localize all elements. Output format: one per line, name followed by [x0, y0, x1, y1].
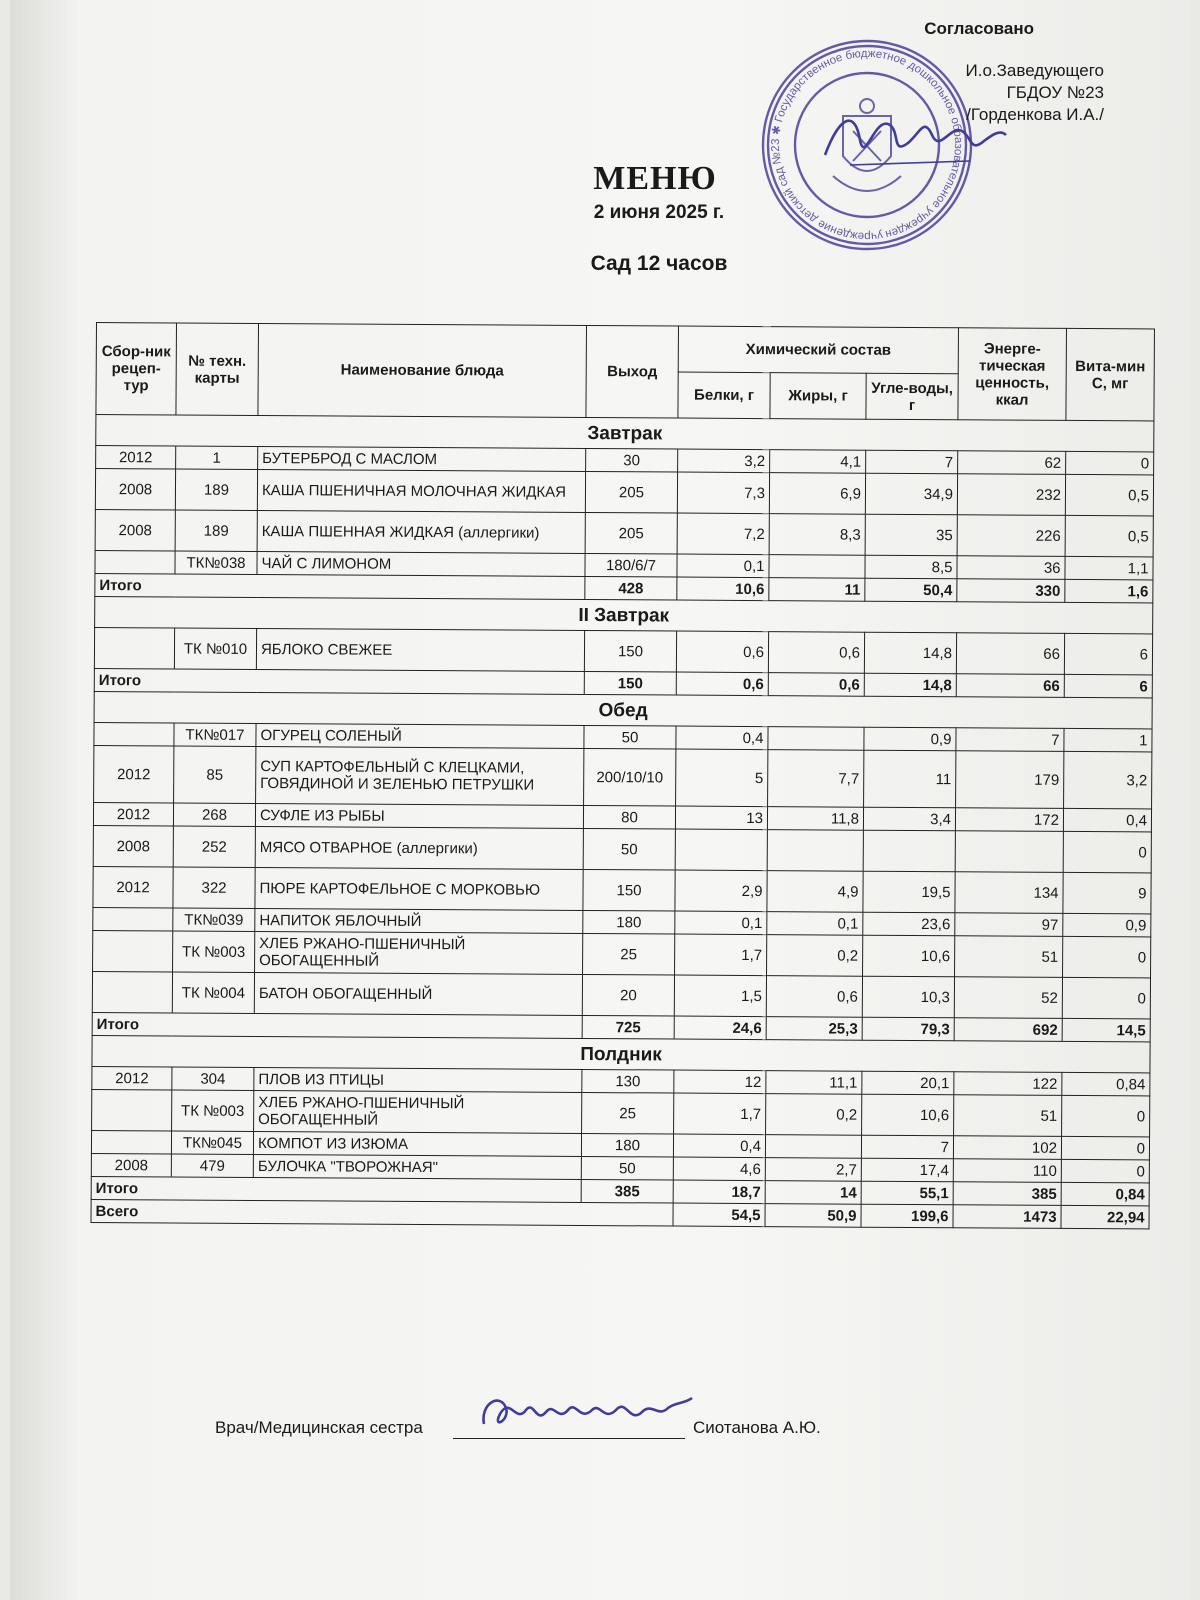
total-output: 385 — [581, 1179, 673, 1203]
cell-name: БАТОН ОБОГАЩЕННЫЙ — [254, 972, 582, 1015]
total-fat: 25,3 — [766, 1017, 862, 1041]
cell-card: ТК №003 — [173, 931, 255, 973]
table-row — [93, 930, 1151, 977]
table-row — [95, 509, 1153, 556]
cell-card: ТК№039 — [173, 908, 255, 932]
cell-fat — [765, 1135, 861, 1159]
cell-protein: 5 — [676, 749, 768, 807]
cell-energy: 7 — [956, 728, 1064, 752]
cell-carbs: 10,6 — [863, 935, 955, 977]
cell-vitamin: 1,1 — [1065, 556, 1153, 580]
cell-output: 80 — [583, 805, 675, 829]
cell-protein: 1,5 — [674, 975, 766, 1017]
cell-name: ПЮРЕ КАРТОФЕЛЬНОЕ С МОРКОВЬЮ — [255, 867, 583, 910]
cell-energy: 122 — [954, 1072, 1062, 1096]
cell-card: 252 — [173, 826, 255, 868]
header-protein: Белки, г — [678, 372, 770, 419]
header-fat: Жиры, г — [770, 373, 866, 420]
cell-energy: 52 — [954, 977, 1062, 1019]
total-carbs: 14,8 — [864, 673, 956, 697]
header-output: Выход — [586, 325, 679, 418]
signature-footer — [215, 1408, 975, 1448]
cell-carbs: 8,5 — [865, 555, 957, 579]
cell-fat: 4,1 — [770, 450, 866, 474]
cell-carbs: 3,4 — [863, 807, 955, 831]
cell-card: 304 — [172, 1067, 254, 1091]
cell-fat: 0,2 — [767, 935, 863, 977]
cell-carbs: 34,9 — [865, 473, 957, 515]
cell-card: ТК №010 — [174, 628, 256, 670]
menu-date: 2 июня 2025 г. — [593, 202, 725, 223]
cell-output: 25 — [582, 1092, 674, 1134]
cell-collection — [93, 930, 173, 971]
table-row — [94, 745, 1152, 808]
cell-output: 180 — [581, 1133, 673, 1157]
cell-carbs: 0,9 — [864, 727, 956, 751]
cell-card: ТК№045 — [171, 1131, 253, 1155]
cell-fat: 4,9 — [767, 871, 863, 913]
cell-protein — [675, 829, 767, 871]
cell-protein: 7,3 — [677, 472, 769, 514]
cell-card: ТК №003 — [172, 1090, 254, 1132]
cell-protein: 0,4 — [676, 726, 768, 750]
cell-protein: 3,2 — [678, 449, 770, 473]
cell-carbs: 23,6 — [863, 912, 955, 936]
cell-vitamin: 0 — [1062, 1095, 1150, 1137]
total-label: Итого — [92, 1012, 582, 1038]
cell-energy: 36 — [957, 556, 1065, 580]
cell-collection: 2012 — [93, 866, 173, 907]
title-block — [10, 160, 1190, 276]
approval-block — [924, 18, 1104, 126]
total-protein: 18,7 — [673, 1180, 765, 1204]
header-carbs: Угле-воды, г — [866, 373, 958, 420]
cell-name: ХЛЕБ РЖАНО-ПШЕНИЧНЫЙ ОБОГАЩЕННЫЙ — [254, 1090, 582, 1133]
header-energy: Энерге-тическая ценность, ккал — [958, 328, 1067, 421]
cell-energy: 179 — [956, 751, 1064, 809]
header-card: № техн. карты — [176, 323, 259, 415]
cell-energy: 51 — [954, 1095, 1062, 1137]
cell-card: ТК№038 — [175, 551, 257, 575]
cell-name: ОГУРЕЦ СОЛЕНЫЙ — [256, 723, 584, 748]
cell-carbs: 17,4 — [861, 1158, 953, 1182]
total-energy: 692 — [954, 1018, 1062, 1042]
cell-protein: 0,1 — [677, 554, 769, 578]
cell-output: 200/10/10 — [584, 748, 676, 806]
cell-vitamin: 9 — [1063, 872, 1151, 914]
cell-carbs: 7 — [861, 1135, 953, 1159]
cell-vitamin: 0,5 — [1065, 515, 1153, 557]
cell-vitamin: 0,84 — [1062, 1072, 1150, 1096]
total-vitamin: 14,5 — [1062, 1018, 1150, 1042]
cell-energy: 51 — [955, 936, 1063, 978]
cell-output: 180/6/7 — [585, 553, 677, 577]
cell-output: 205 — [585, 471, 677, 513]
cell-carbs: 19,5 — [863, 871, 955, 913]
cell-collection — [92, 971, 172, 1012]
menu-subtitle: Сад 12 часов — [590, 252, 728, 275]
cell-collection — [95, 550, 175, 573]
cell-output: 180 — [583, 910, 675, 934]
total-vitamin: 0,84 — [1061, 1182, 1149, 1206]
cell-name: ХЛЕБ РЖАНО-ПШЕНИЧНЫЙ ОБОГАЩЕННЫЙ — [255, 931, 583, 974]
total-label: Итого — [91, 1176, 581, 1202]
header-collection: Сбор-ник рецеп-тур — [96, 323, 177, 415]
grand-total-fat: 50,9 — [765, 1204, 861, 1228]
section-title: Обед — [94, 691, 1152, 728]
cell-protein: 13 — [675, 806, 767, 830]
cell-carbs: 20,1 — [862, 1071, 954, 1095]
total-energy: 385 — [953, 1182, 1061, 1206]
cell-collection: 2012 — [94, 745, 174, 802]
cell-vitamin: 0 — [1063, 936, 1151, 978]
cell-collection: 2008 — [93, 825, 173, 866]
cell-fat: 8,3 — [769, 514, 865, 556]
cell-output: 30 — [586, 448, 678, 472]
header-chem: Химический состав — [678, 326, 958, 374]
total-label: Итого — [94, 668, 584, 694]
cell-carbs: 10,6 — [862, 1094, 954, 1136]
cell-name: БУЛОЧКА "ТВОРОЖНАЯ" — [253, 1154, 581, 1179]
cell-carbs: 11 — [864, 750, 956, 808]
cell-card: 268 — [173, 803, 255, 827]
cell-protein: 4,6 — [673, 1157, 765, 1181]
cell-protein: 2,9 — [675, 870, 767, 912]
total-protein: 10,6 — [677, 577, 769, 601]
cell-collection: 2008 — [91, 1153, 171, 1176]
cell-energy — [955, 831, 1063, 873]
total-vitamin: 1,6 — [1065, 579, 1153, 603]
cell-name: БУТЕРБРОД С МАСЛОМ — [258, 446, 586, 471]
cell-protein: 0,4 — [673, 1134, 765, 1158]
cell-energy: 62 — [958, 451, 1066, 475]
cell-energy: 134 — [955, 872, 1063, 914]
cell-output: 50 — [581, 1156, 673, 1180]
signer-name: Сиотанова А.Ю. — [693, 1418, 821, 1437]
total-output: 428 — [585, 576, 677, 600]
cell-carbs: 10,3 — [862, 976, 954, 1018]
total-vitamin: 6 — [1064, 674, 1152, 698]
cell-output: 205 — [585, 512, 677, 554]
cell-name: ПЛОВ ИЗ ПТИЦЫ — [254, 1067, 582, 1092]
cell-carbs: 14,8 — [864, 632, 956, 674]
table-row — [95, 469, 1153, 516]
document-page — [10, 0, 1190, 1600]
cell-vitamin: 0,4 — [1063, 808, 1151, 832]
cell-protein: 1,7 — [675, 934, 767, 976]
cell-output: 20 — [582, 974, 674, 1016]
header-name: Наименование блюда — [258, 323, 587, 417]
cell-protein: 12 — [674, 1070, 766, 1094]
section-title: II Завтрак — [95, 596, 1153, 633]
cell-collection: 2012 — [96, 446, 176, 469]
cell-name: КАША ПШЕННАЯ ЖИДКАЯ (аллергики) — [257, 510, 585, 553]
cell-fat: 0,1 — [767, 912, 863, 936]
menu-table — [90, 322, 1154, 1229]
cell-fat: 11,8 — [767, 807, 863, 831]
section-title: Завтрак — [96, 415, 1154, 452]
total-protein: 24,6 — [674, 1016, 766, 1040]
cell-fat — [768, 727, 864, 751]
cell-output: 150 — [584, 630, 676, 672]
cell-carbs: 7 — [866, 450, 958, 474]
cell-fat: 6,9 — [769, 473, 865, 515]
cell-output: 25 — [583, 933, 675, 975]
cell-collection: 2012 — [93, 802, 173, 825]
approval-line-2: ГБДОУ №23 — [1006, 83, 1104, 102]
cell-name: ЧАЙ С ЛИМОНОМ — [257, 551, 585, 576]
cell-output: 130 — [582, 1069, 674, 1093]
cell-protein: 7,2 — [677, 513, 769, 555]
cell-name: СУП КАРТОФЕЛЬНЫЙ С КЛЕЦКАМИ, ГОВЯДИНОЙ И ЗЕЛЕНЬЮ ПЕТРУШКИ — [256, 746, 584, 805]
cell-protein: 0,1 — [675, 911, 767, 935]
total-output: 725 — [582, 1015, 674, 1039]
cell-fat: 2,7 — [765, 1158, 861, 1182]
cell-energy: 66 — [956, 633, 1064, 675]
total-energy: 66 — [956, 674, 1064, 698]
cell-card: 479 — [171, 1154, 253, 1178]
cell-collection — [91, 1130, 171, 1153]
cell-fat — [767, 830, 863, 872]
cell-vitamin: 0,9 — [1063, 913, 1151, 937]
cell-vitamin: 0 — [1061, 1159, 1149, 1183]
cell-name: МЯСО ОТВАРНОЕ (аллергики) — [255, 826, 583, 869]
cell-vitamin: 1 — [1064, 728, 1152, 752]
cell-card: 322 — [173, 867, 255, 909]
cell-card: ТК №004 — [172, 972, 254, 1014]
cell-card: 85 — [174, 746, 256, 803]
total-fat: 11 — [769, 578, 865, 602]
cell-energy: 172 — [955, 808, 1063, 832]
grand-total-protein: 54,5 — [673, 1203, 765, 1227]
total-fat: 14 — [765, 1181, 861, 1205]
cell-collection: 2012 — [92, 1066, 172, 1089]
cell-collection — [94, 627, 174, 668]
cell-name: СУФЛЕ ИЗ РЫБЫ — [255, 803, 583, 828]
cell-output: 150 — [583, 869, 675, 911]
total-carbs: 79,3 — [862, 1017, 954, 1041]
cell-collection: 2008 — [95, 469, 175, 510]
cell-vitamin: 0 — [1066, 451, 1154, 475]
cell-collection — [92, 1089, 172, 1130]
total-fat: 0,6 — [768, 673, 864, 697]
cell-energy: 110 — [953, 1159, 1061, 1183]
total-energy: 330 — [957, 579, 1065, 603]
cell-name: ЯБЛОКО СВЕЖЕЕ — [256, 628, 584, 671]
cell-vitamin: 0 — [1061, 1136, 1149, 1160]
cell-fat: 0,2 — [766, 1094, 862, 1136]
header-vitamin: Вита-мин С, мг — [1066, 328, 1155, 421]
table-row — [92, 971, 1150, 1018]
table-row — [93, 866, 1151, 913]
cell-fat: 0,6 — [766, 976, 862, 1018]
page-title: МЕНЮ — [593, 160, 717, 197]
grand-total-vitamin: 22,94 — [1061, 1205, 1149, 1229]
approval-line-3: /Горденкова И.А./ — [966, 105, 1104, 124]
total-output: 150 — [584, 671, 676, 695]
total-carbs: 55,1 — [861, 1181, 953, 1205]
cell-output: 50 — [583, 828, 675, 870]
cell-card: ТК№017 — [174, 723, 256, 747]
cell-vitamin: 0 — [1063, 831, 1151, 873]
total-protein: 0,6 — [676, 672, 768, 696]
cell-fat: 11,1 — [766, 1071, 862, 1095]
cell-collection — [94, 722, 174, 745]
cell-card: 1 — [176, 446, 258, 470]
cell-energy: 97 — [955, 913, 1063, 937]
cell-fat — [769, 555, 865, 579]
cell-vitamin: 6 — [1064, 633, 1152, 675]
approval-line-1: И.о.Заведующего — [965, 61, 1104, 80]
cell-collection: 2008 — [95, 509, 175, 550]
cell-energy: 102 — [953, 1136, 1061, 1160]
cell-fat: 0,6 — [768, 632, 864, 674]
cell-protein: 0,6 — [676, 631, 768, 673]
total-carbs: 50,4 — [865, 578, 957, 602]
seal-text: учреждение детский сад №23 ✱ Государственное бюджетное дошкольное образовательное учреждение — [769, 47, 965, 243]
cell-vitamin: 0,5 — [1065, 474, 1153, 516]
cell-collection — [93, 907, 173, 930]
cell-card: 189 — [175, 510, 257, 552]
grand-total-energy: 1473 — [953, 1205, 1061, 1229]
cell-energy: 232 — [957, 474, 1065, 516]
grand-total-carbs: 199,6 — [861, 1204, 953, 1228]
cell-card: 189 — [175, 469, 257, 511]
grand-total-label: Всего — [91, 1199, 673, 1226]
section-title: Полдник — [92, 1035, 1150, 1072]
table-row — [92, 1089, 1150, 1136]
total-label: Итого — [95, 573, 585, 599]
table-row — [93, 825, 1151, 872]
table-row — [94, 627, 1152, 674]
approval-label: Согласовано — [924, 19, 1034, 38]
cell-name: НАПИТОК ЯБЛОЧНЫЙ — [255, 908, 583, 933]
cell-name: КОМПОТ ИЗ ИЗЮМА — [253, 1131, 581, 1156]
cell-fat: 7,7 — [768, 750, 864, 808]
cell-protein: 1,7 — [674, 1093, 766, 1135]
cell-carbs — [863, 830, 955, 872]
menu-table-body — [91, 415, 1154, 1229]
signer-role: Врач/Медицинская сестра — [215, 1418, 423, 1437]
cell-carbs: 35 — [865, 514, 957, 556]
cell-output: 50 — [584, 725, 676, 749]
signature-line — [453, 1438, 685, 1439]
cell-vitamin: 3,2 — [1064, 751, 1152, 809]
cell-vitamin: 0 — [1062, 977, 1150, 1019]
cell-name: КАША ПШЕНИЧНАЯ МОЛОЧНАЯ ЖИДКАЯ — [257, 469, 585, 512]
cell-energy: 226 — [957, 515, 1065, 557]
